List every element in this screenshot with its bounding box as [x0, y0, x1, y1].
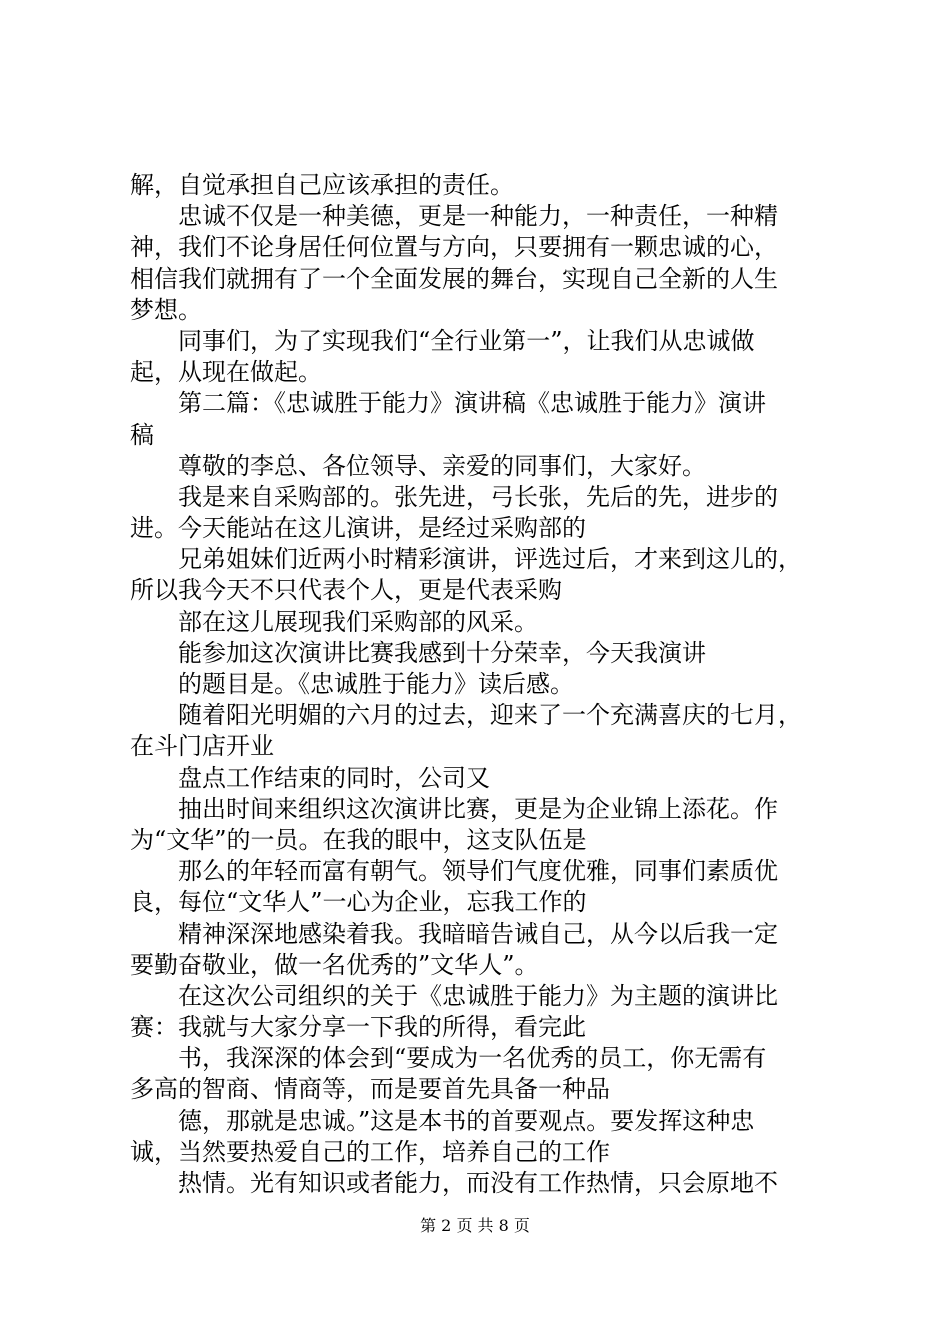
text-line: 多高的智商、情商等，而是要首先具备一种品 [130, 1075, 610, 1104]
text-line: 要勤奋敬业，做一名优秀的”文华人”。 [130, 950, 539, 979]
text-line: 热情。光有知识或者能力，而没有工作热情，只会原地不 [130, 1169, 778, 1197]
text-line: 诚，当然要热爱自己的工作，培养自己的工作 [130, 1137, 610, 1166]
text-line: 良，每位“文华人”一心为企业，忘我工作的 [130, 888, 587, 917]
text-line: 书，我深深的体会到“要成为一名优秀的员工，你无需有 [130, 1044, 767, 1073]
text-line: 起，从现在做起。 [130, 358, 322, 387]
text-line: 盘点工作结束的同时，公司又 [130, 763, 490, 792]
page-footer: 第 2 页 共 8 页 [420, 1216, 530, 1235]
text-line: 随着阳光明媚的六月的过去，迎来了一个充满喜庆的七月， [130, 701, 802, 730]
text-line: 能参加这次演讲比赛我感到十分荣幸，今天我演讲 [130, 638, 706, 667]
text-line: 相信我们就拥有了一个全面发展的舞台，实现自己全新的人生 [130, 264, 778, 293]
text-line: 兄弟姐妹们近两小时精彩演讲，评选过后，才来到这儿的， [130, 545, 802, 574]
document-body [130, 170, 835, 1199]
text-line: 在这次公司组织的关于《忠诚胜于能力》为主题的演讲比 [130, 981, 778, 1010]
text-line: 神，我们不论身居任何位置与方向，只要拥有一颗忠诚的心， [130, 233, 778, 262]
text-line: 我是来自采购部的。张先进，弓长张，先后的先，进步的 [130, 482, 778, 511]
text-line: 进。今天能站在这儿演讲，是经过采购部的 [130, 514, 586, 543]
text-line: 在斗门店开业 [130, 732, 274, 761]
text-line: 为“文华”的一员。在我的眼中，这支队伍是 [130, 825, 587, 854]
text-line: 解，自觉承担自己应该承担的责任。 [130, 171, 514, 199]
text-line: 忠诚不仅是一种美德，更是一种能力，一种责任，一种精 [130, 202, 778, 231]
text-line: 梦想。 [130, 295, 202, 324]
text-line: 抽出时间来组织这次演讲比赛，更是为企业锦上添花。作 [130, 794, 778, 823]
text-line: 所以我今天不只代表个人，更是代表采购 [130, 576, 562, 605]
text-line: 精神深深地感染着我。我暗暗告诫自己，从今以后我一定 [130, 919, 778, 948]
text-line: 部在这儿展现我们采购部的风采。 [130, 607, 538, 636]
text-line: 稿 [130, 420, 154, 449]
text-line: 的题目是。《忠诚胜于能力》读后感。 [130, 670, 574, 698]
text-line: 德，那就是忠诚。”这是本书的首要观点。要发挥这种忠 [130, 1106, 755, 1135]
text-line: 那么的年轻而富有朝气。领导们气度优雅，同事们素质优 [130, 857, 778, 886]
text-line: 赛：我就与大家分享一下我的所得，看完此 [130, 1013, 586, 1042]
text-line: 同事们，为了实现我们“全行业第一”，让我们从忠诚做 [130, 326, 755, 355]
text-line: 第二篇：《忠诚胜于能力》演讲稿《忠诚胜于能力》演讲 [130, 389, 766, 418]
text-line: 尊敬的李总、各位领导、亲爱的同事们，大家好。 [130, 451, 706, 480]
